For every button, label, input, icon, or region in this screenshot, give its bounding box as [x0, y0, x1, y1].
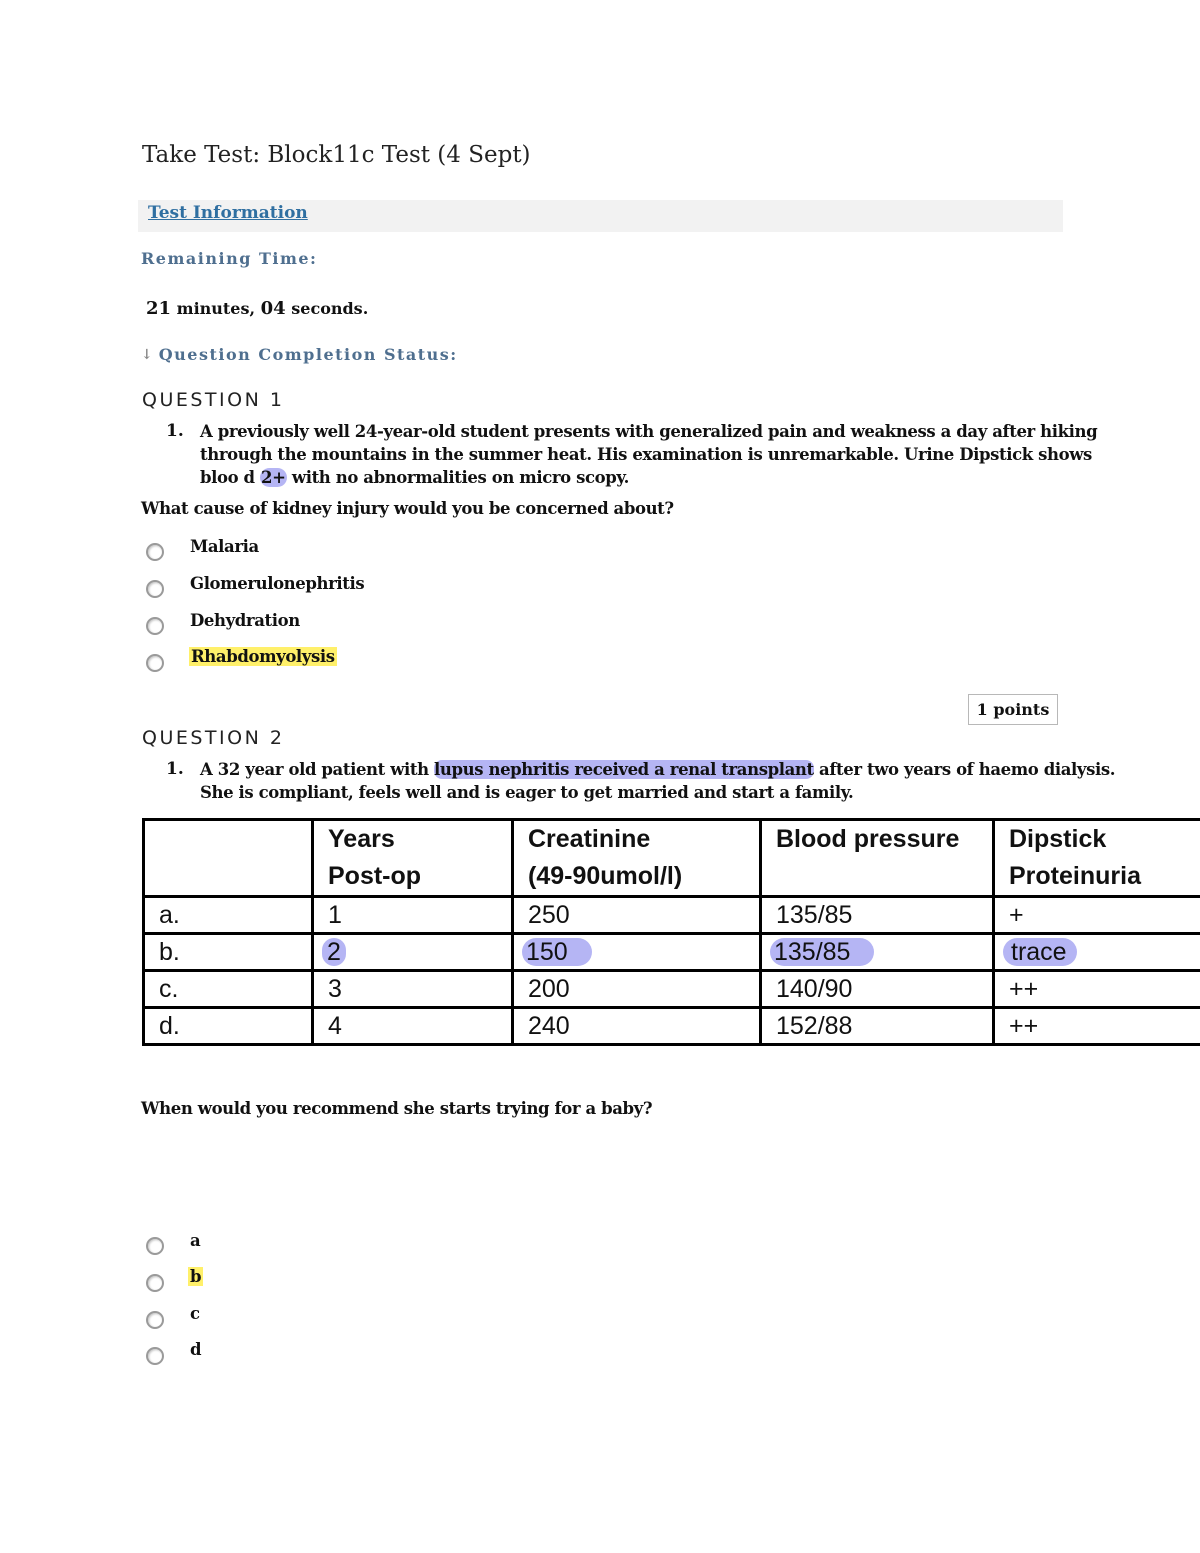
question-1-text [200, 420, 1098, 489]
question-1-option-label-3[interactable]: Dehydration [190, 611, 300, 630]
question-1-text-line-2: through the mountains in the summer heat. His examination is unremarkable. Urine Dipstick shows [200, 445, 1092, 464]
table-cell-highlight: 150 [522, 938, 592, 966]
question-2-option-label-d[interactable]: d [190, 1340, 202, 1359]
table-cell [994, 934, 1200, 971]
table-header-row [144, 820, 1200, 897]
table-cell: 240 [513, 1008, 761, 1045]
question-1-highlight-blood: 2+ [261, 468, 286, 487]
question-2-highlight-transplant: lupus nephritis received a renal transplant [434, 760, 814, 779]
question-2-heading: QUESTION 2 [142, 727, 285, 749]
question-1-option-radio-1[interactable] [146, 543, 164, 561]
question-1-option-radio-3[interactable] [146, 617, 164, 635]
remaining-seconds: 04 [260, 298, 286, 319]
table-cell-highlight: 2 [322, 938, 346, 966]
table-cell-highlight: trace [1003, 938, 1077, 966]
chevron-double-down-icon: ↓ [141, 346, 153, 363]
question-2-option-radio-a[interactable] [146, 1237, 164, 1255]
table-cell: 152/88 [761, 1008, 994, 1045]
question-2-text-line-1-end: after two years of haemo dialysis. [813, 760, 1116, 779]
table-header-cell: Blood pressure [761, 820, 994, 897]
table-cell: a. [144, 897, 313, 934]
remaining-minutes-unit: minutes, [171, 299, 261, 318]
test-information-link[interactable]: Test Information [148, 203, 308, 223]
table-cell: c. [144, 971, 313, 1008]
table-cell: 200 [513, 971, 761, 1008]
question-1-text-line-3 [200, 466, 1070, 489]
table-cell [761, 934, 994, 971]
table-row [144, 934, 1200, 971]
question-1-text-line-1: A previously well 24-year-old student presents with generalized pain and weakness a day after hiking [200, 422, 1098, 441]
table-row [144, 1008, 1200, 1045]
table-row [144, 897, 1200, 934]
question-1-option-radio-2[interactable] [146, 580, 164, 598]
question-1-option-label-1[interactable]: Malaria [190, 537, 259, 556]
table-cell: ++ [994, 971, 1200, 1008]
table-cell-highlight: 135/85 [770, 938, 874, 966]
table-header-cell [144, 820, 313, 897]
table-header-cell: Years Post-op [313, 820, 513, 897]
page-title: Take Test: Block11c Test (4 Sept) [142, 142, 531, 168]
table-header-cell: Dipstick Proteinuria [994, 820, 1200, 897]
table-cell: d. [144, 1008, 313, 1045]
table-cell: 135/85 [761, 897, 994, 934]
question-2-option-radio-d[interactable] [146, 1347, 164, 1365]
table-cell [513, 934, 761, 971]
table-cell: b. [144, 934, 313, 971]
remaining-time-label: Remaining Time: [141, 249, 318, 268]
remaining-seconds-unit: seconds. [285, 299, 369, 318]
table-cell: 140/90 [761, 971, 994, 1008]
table-cell: ++ [994, 1008, 1200, 1045]
question-1-text-line-3-end: with no abnormalities on micro scopy. [286, 468, 629, 487]
question-2-option-radio-b[interactable] [146, 1274, 164, 1292]
test-information-bar [138, 200, 1063, 232]
table-cell: 3 [313, 971, 513, 1008]
question-2-option-label-a[interactable]: a [190, 1231, 201, 1250]
table-cell: 250 [513, 897, 761, 934]
question-2-prompt: When would you recommend she starts trying for a baby? [141, 1099, 653, 1118]
question-1-option-label-2[interactable]: Glomerulonephritis [190, 574, 365, 593]
question-2-item-number: 1. [166, 759, 184, 779]
table-cell [313, 934, 513, 971]
table-cell: 1 [313, 897, 513, 934]
question-1-option-radio-4[interactable] [146, 654, 164, 672]
question-completion-status-toggle[interactable] [141, 345, 458, 364]
question-1-prompt: What cause of kidney injury would you be concerned about? [141, 499, 674, 518]
question-2-option-label-c[interactable]: c [190, 1304, 200, 1323]
question-2-text-line-1-start: A 32 year old patient with [200, 760, 435, 779]
table-header-cell: Creatinine (49-90umol/l) [513, 820, 761, 897]
question-2-text [200, 758, 1116, 804]
table-cell: + [994, 897, 1200, 934]
question-2-text-line-2: She is compliant, feels well and is eager to get married and start a family. [200, 783, 854, 802]
table-row [144, 971, 1200, 1008]
question-1-text-line-3-start: bloo d [200, 468, 261, 487]
question-1-item-number: 1. [166, 421, 184, 441]
remaining-minutes: 21 [146, 298, 172, 319]
question-2-option-label-b[interactable]: b [190, 1267, 202, 1286]
table-cell: 4 [313, 1008, 513, 1045]
question-2-text-line-1 [200, 758, 1116, 781]
remaining-time-value [146, 298, 368, 319]
question-1-option-label-4[interactable]: Rhabdomyolysis [191, 647, 335, 666]
question-2-option-radio-c[interactable] [146, 1311, 164, 1329]
question-completion-status-label: Question Completion Status: [158, 345, 458, 364]
question-1-points-badge: 1 points [968, 694, 1058, 725]
transplant-data-table [142, 818, 1200, 1046]
question-1-heading: QUESTION 1 [142, 389, 285, 411]
